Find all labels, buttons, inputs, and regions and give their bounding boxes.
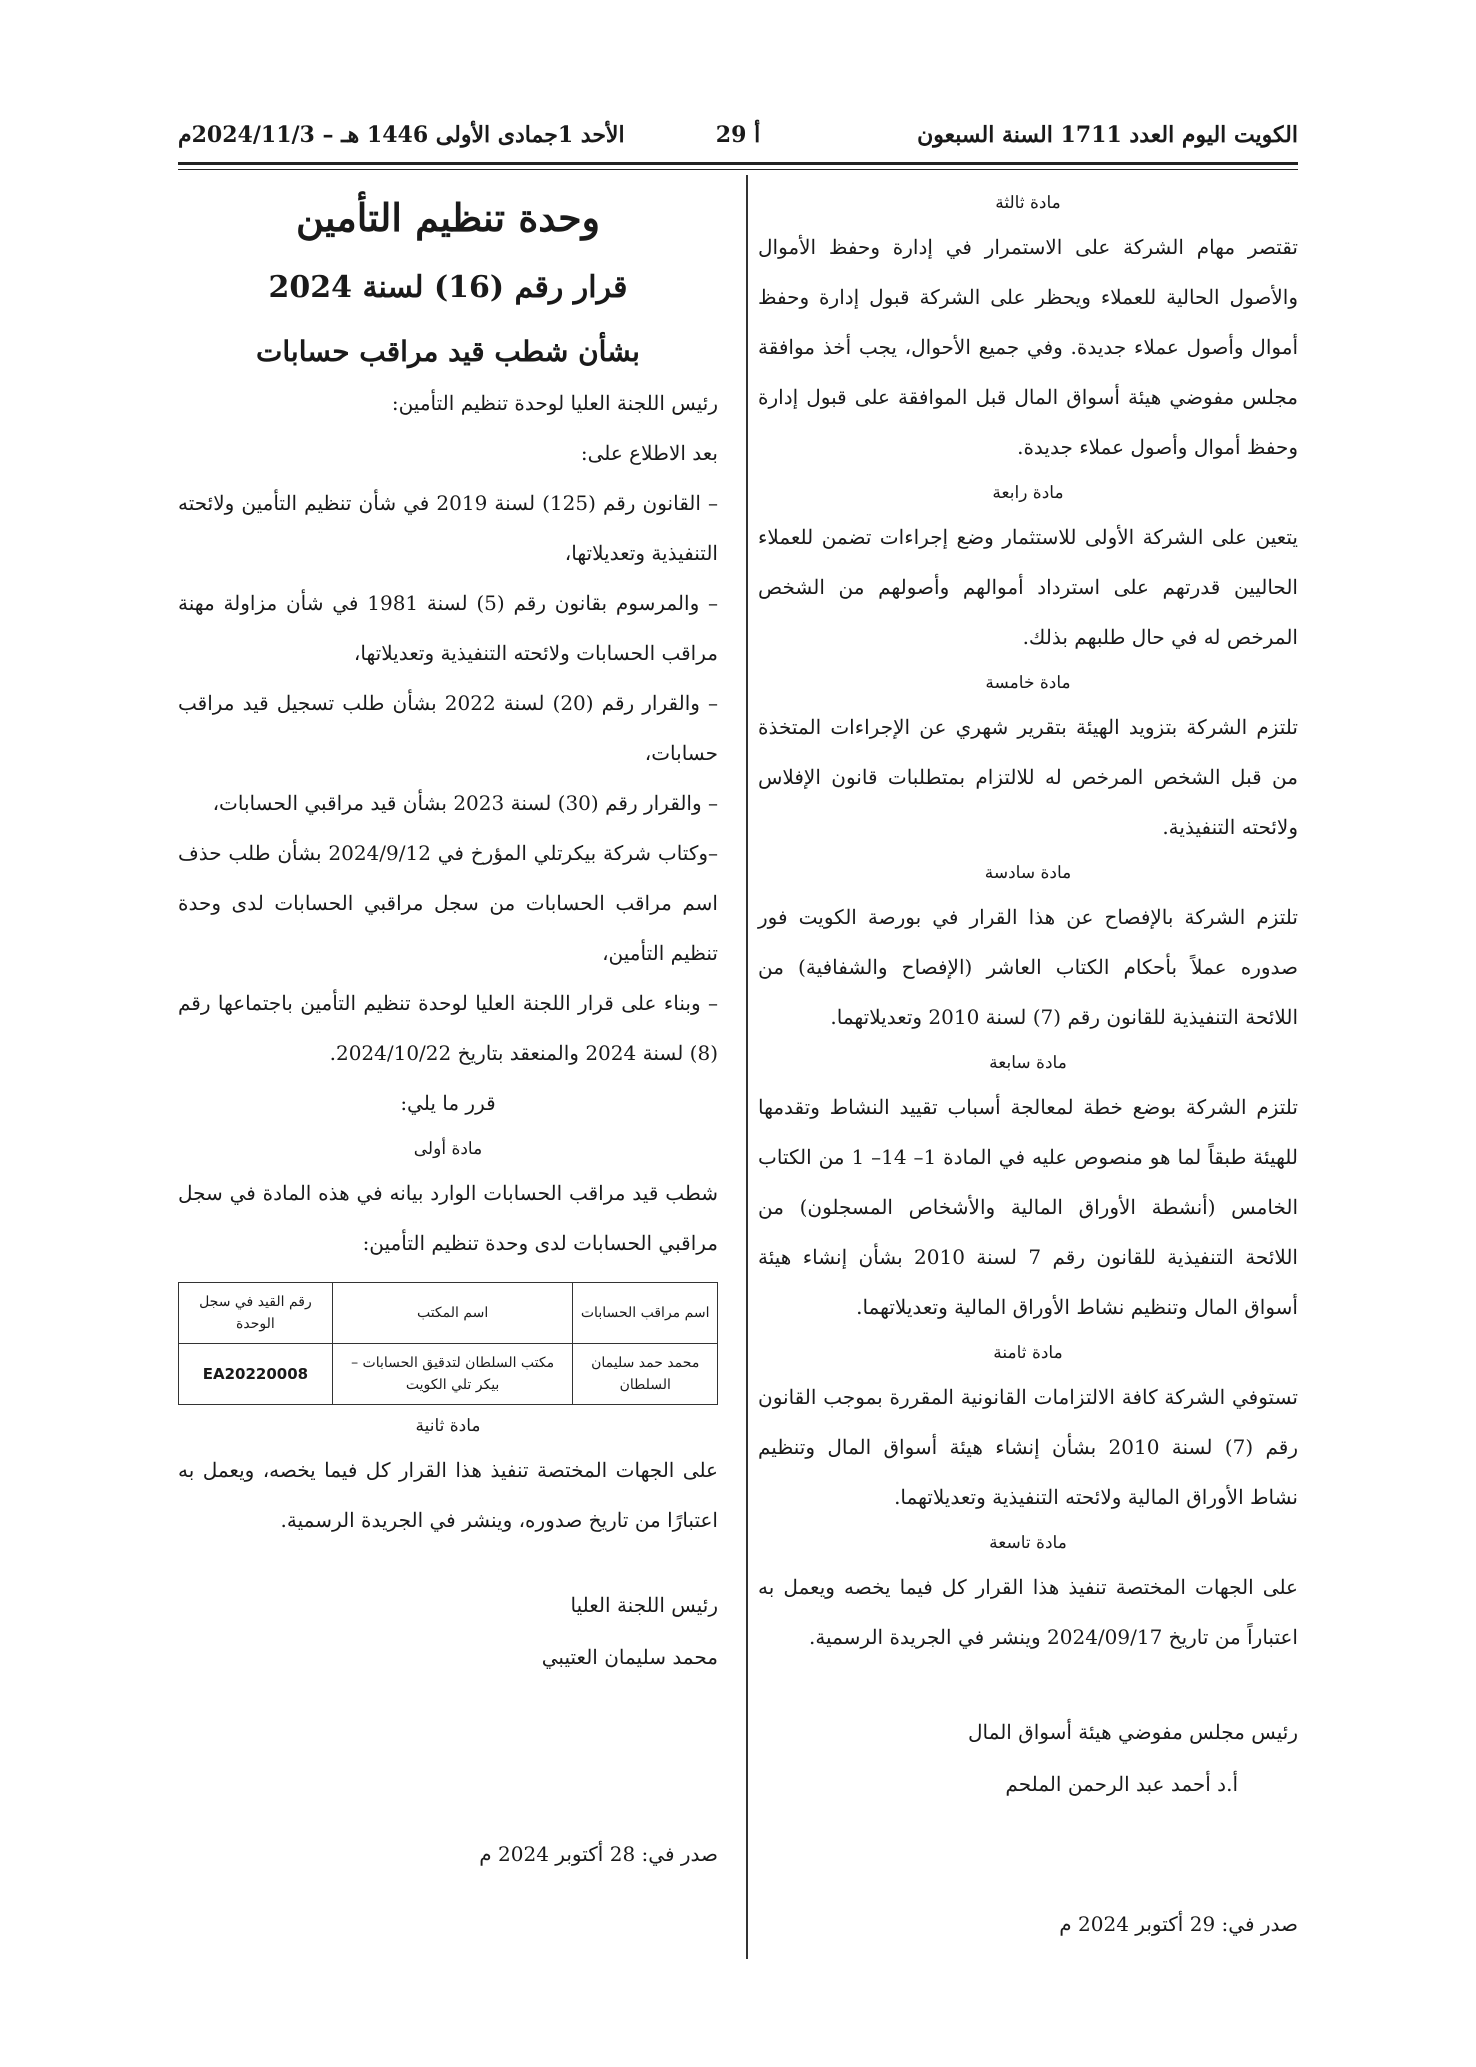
table-row [179, 1344, 718, 1405]
decision-title: قرار رقم (16) لسنة 2024 [268, 270, 628, 305]
column-divider [746, 175, 748, 1959]
article-title: مادة خامسة [985, 673, 1071, 693]
after-review: بعد الاطلاع على: [580, 441, 718, 465]
issue-date-right: صدر في: 29 أكتوبر 2024 م [1059, 1912, 1298, 1936]
recital: – وبناء على قرار اللجنة العليا لوحدة تنظيم التأمين باجتماعها رقم (8) لسنة 2024 والمنعقد بتاريخ 2024/10/22. [178, 991, 718, 1065]
page-header [178, 118, 1298, 158]
article-title: مادة أولى [413, 1139, 483, 1159]
article-title: مادة سادسة [984, 863, 1072, 883]
table-cell: مكتب السلطان لتدقيق الحسابات – بيكر تلي الكويت [332, 1344, 573, 1405]
table-header: اسم مراقب الحسابات [573, 1283, 718, 1344]
article-text: تلتزم الشركة بتزويد الهيئة بتقرير شهري عن الإجراءات المتخذة من قبل الشخص المرخص له للالتزام بمتطلبات قانون الإفلاس ولائحته التنفيذية. [758, 715, 1298, 839]
article-text: على الجهات المختصة تنفيذ هذا القرار كل فيما يخصه، ويعمل به اعتبارًا من تاريخ صدوره، وينشر في الجريدة الرسمية. [178, 1458, 718, 1532]
article-title: مادة رابعة [992, 483, 1064, 503]
signer-name: محمد سليمان العتيبي [541, 1645, 718, 1669]
article-title: مادة سابعة [989, 1053, 1067, 1073]
article-text: يتعين على الشركة الأولى للاستثمار وضع إجراءات تضمن للعملاء الحاليين قدرتهم على استرداد أموالهم وأصولهم من الشخص المرخص له في حال طلبهم بذلك. [758, 525, 1298, 649]
header-rule-thin [178, 169, 1298, 170]
article-title: مادة تاسعة [989, 1533, 1067, 1553]
article-title: مادة ثانية [415, 1416, 481, 1436]
page-number: أ 29 [715, 122, 761, 148]
signer-title: رئيس اللجنة العليا [570, 1593, 718, 1617]
article-text: تستوفي الشركة كافة الالتزامات القانونية المقررة بموجب القانون رقم (7) لسنة 2010 بشأن إنشاء هيئة أسواق المال وتنظيم نشاط الأوراق المالية ولائحته التنفيذية وتعديلاتهما. [758, 1385, 1298, 1509]
signature-block [758, 1706, 1298, 1810]
article-text: على الجهات المختصة تنفيذ هذا القرار كل فيما يخصه ويعمل به اعتباراً من تاريخ 2024/09/17 وينشر في الجريدة الرسمية. [758, 1575, 1298, 1649]
recital: –وكتاب شركة بيكرتلي المؤرخ في 2024/9/12 بشأن طلب حذف اسم مراقب الحسابات من سجل مراقبي الحسابات لدى وحدة تنظيم التأمين، [178, 841, 718, 965]
unit-title: وحدة تنظيم التأمين [295, 195, 601, 240]
issue-date-left: صدر في: 28 أكتوبر 2024 م [479, 1842, 718, 1866]
article-title: مادة ثالثة [995, 193, 1061, 213]
signature-block [178, 1579, 718, 1683]
issue-info: الكويت اليوم العدد 1711 السنة السبعون [917, 122, 1298, 148]
decision-subject: بشأن شطب قيد مراقب حسابات [256, 335, 640, 368]
left-column [178, 182, 718, 1683]
signer-name: أ.د أحمد عبد الرحمن الملحم [1005, 1772, 1238, 1796]
decided-line: قرر ما يلي: [400, 1091, 496, 1115]
table-header: اسم المكتب [332, 1283, 573, 1344]
table-header: رقم القيد في سجل الوحدة [179, 1283, 333, 1344]
table-cell: محمد حمد سليمان السلطان [573, 1344, 718, 1405]
table-cell: EA20220008 [179, 1344, 333, 1405]
recital: – القانون رقم (125) لسنة 2019 في شأن تنظيم التأمين ولائحته التنفيذية وتعديلاتها، [178, 491, 719, 565]
auditor-table [178, 1282, 718, 1405]
article-text: تلتزم الشركة بالإفصاح عن هذا القرار في بورصة الكويت فور صدوره عملاً بأحكام الكتاب العاشر (الإفصاح والشفافية) من اللائحة التنفيذية للقانون رقم (7) لسنة 2010 وتعديلاتهما. [758, 905, 1298, 1029]
article-title: مادة ثامنة [993, 1343, 1063, 1363]
recital: – والقرار رقم (20) لسنة 2022 بشأن طلب تسجيل قيد مراقب حسابات، [178, 691, 718, 765]
issuer-line: رئيس اللجنة العليا لوحدة تنظيم التأمين: [391, 391, 718, 415]
header-rule-thick [178, 162, 1298, 165]
recital: – والمرسوم بقانون رقم (5) لسنة 1981 في شأن مزاولة مهنة مراقب الحسابات ولائحته التنفيذية وتعديلاتها، [178, 591, 718, 665]
article-text: تقتصر مهام الشركة على الاستمرار في إدارة وحفظ الأموال والأصول الحالية للعملاء ويحظر على الشركة قبول إدارة وحفظ أموال وأصول عملاء جديدة. وفي جميع الأحوال، يجب أخذ موافقة مجلس مفوضي هيئة أسواق المال قبل الموافقة على قبول إدارة وحفظ أموال وأصول عملاء جديدة. [758, 235, 1298, 459]
signer-title: رئيس مجلس مفوضي هيئة أسواق المال [968, 1720, 1298, 1744]
recital: – والقرار رقم (30) لسنة 2023 بشأن قيد مراقبي الحسابات، [212, 791, 718, 815]
article-text: تلتزم الشركة بوضع خطة لمعالجة أسباب تقييد النشاط وتقدمها للهيئة طبقاً لما هو منصوص عليه في المادة 1– 14– 1 من الكتاب الخامس (أنشطة الأوراق المالية والأشخاص المسجلون) من اللائحة التنفيذية للقانون رقم 7 لسنة 2010 بشأن إنشاء هيئة أسواق المال وتنظيم نشاط الأوراق المالية وتعديلاتهما. [758, 1095, 1299, 1319]
article-text: شطب قيد مراقب الحسابات الوارد بيانه في هذه المادة في سجل مراقبي الحسابات لدى وحدة تنظيم التأمين: [178, 1181, 718, 1255]
right-column [758, 182, 1298, 1810]
issue-date: الأحد 1جمادى الأولى 1446 هـ – 2024/11/3م [178, 122, 625, 148]
table-header-row [179, 1283, 718, 1344]
